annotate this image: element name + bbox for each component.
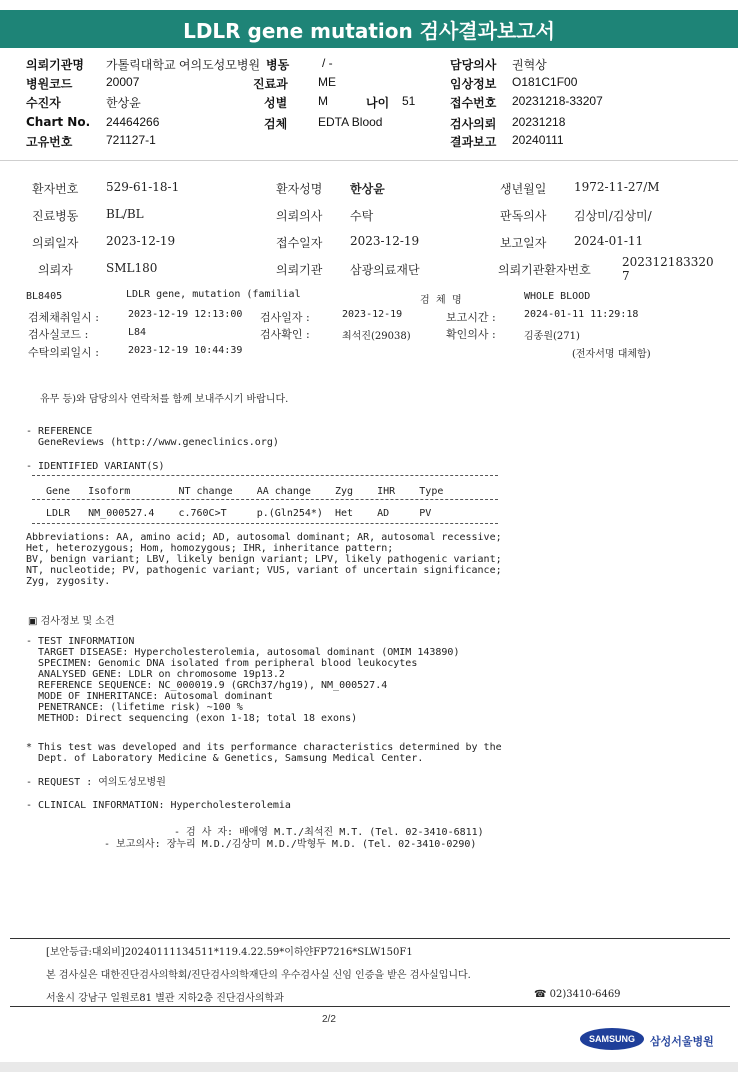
requester-label: 의뢰자	[38, 263, 73, 277]
collect-label: 검체채취일시 :	[28, 311, 99, 324]
rcv-date-label: 접수일자	[276, 236, 323, 250]
inst-pid-value-1: 202312183320	[622, 255, 714, 269]
clinical-line: - CLINICAL INFORMATION: Hypercholesterolemia	[26, 800, 291, 811]
inst-pid-value-2: 7	[622, 269, 630, 283]
patient-value: 한상윤	[106, 96, 141, 110]
test-info-line-7: PENETRANCE: (lifetime risk) ~100 %	[26, 702, 243, 713]
req-doc-label: 의뢰의사	[276, 209, 323, 223]
variant-heading: - IDENTIFIED VARIANT(S)	[26, 461, 165, 472]
req-inst-value: 삼광의료재단	[350, 263, 420, 277]
abbr-line-4: NT, nucleotide; PV, pathogenic variant; VUS, variant of uncertain significance;	[26, 565, 502, 576]
receipt-label: 접수번호	[450, 96, 497, 110]
pid-value: 529-61-18-1	[106, 180, 180, 194]
dept-value: ME	[318, 75, 336, 89]
ward-value: / -	[322, 56, 333, 70]
specimen-value: EDTA Blood	[318, 115, 383, 129]
hospital-label: 의뢰기관명	[26, 58, 84, 72]
hospital-name: 삼성서울병원	[650, 1035, 714, 1048]
e-sign-note: (전자서명 대체함)	[572, 349, 651, 360]
doctor-value: 권혁상	[512, 58, 547, 72]
notice-text: 유무 등)와 담당의사 연락처를 함께 보내주시기 바랍니다.	[40, 394, 289, 405]
pname-label: 환자성명	[276, 182, 323, 196]
address-line: 서울시 강남구 일원로81 별관 지하2층 진단검사의학과	[46, 993, 284, 1004]
dob-value: 1972-11-27/M	[574, 180, 660, 194]
abbr-line-3: BV, benign variant; LBV, likely benign variant; LPV, likely pathogenic variant;	[26, 554, 502, 565]
consign-label: 수탁의뢰일시 :	[28, 346, 99, 359]
header-divider	[0, 160, 738, 161]
variant-columns: Gene Isoform NT change AA change Zyg IHR Type	[46, 486, 444, 497]
judge-label: 판독의사	[500, 209, 547, 223]
age-value: 51	[402, 94, 416, 108]
variant-table-bottom	[32, 523, 498, 524]
requester-value: SML180	[106, 261, 158, 275]
rep-date-value: 2024-01-11	[574, 234, 644, 248]
hosp-code-value: 20007	[106, 75, 140, 89]
unique-value: 721127-1	[106, 133, 156, 147]
variant-table-top	[32, 475, 498, 476]
cert-line: 본 검사실은 대한진단검사의학회/진단검사의학재단의 우수검사실 신임 인증을 받은 검사실입니다.	[46, 970, 471, 981]
phone-line: ☎ 02)3410-6469	[534, 989, 621, 1000]
specimen-name-value: WHOLE BLOOD	[524, 291, 591, 302]
test-name: LDLR gene, mutation (familial	[126, 289, 301, 300]
bottom-band	[0, 1062, 738, 1072]
hosp-code-label: 병원코드	[26, 77, 73, 91]
test-info-line-3: SPECIMEN: Genomic DNA isolated from peripheral blood leukocytes	[26, 658, 418, 669]
specimen-label: 검체	[264, 117, 288, 131]
abbr-line-1: Abbreviations: AA, amino acid; AD, autosomal dominant; AR, autosomal recessive;	[26, 532, 502, 543]
test-info-line-8: METHOD: Direct sequencing (exon 1-18; total 18 exons)	[26, 713, 358, 724]
abbr-line-2: Het, heterozygous; Hom, homozygous; IHR, inheritance pattern;	[26, 543, 394, 554]
reporter-line: - 보고의사: 장누리 M.D./김상미 M.D./박형두 M.D. (Tel. 02-3410-0290)	[104, 839, 477, 850]
room-label: 검사실코드 :	[28, 328, 89, 341]
req-date-value: 2023-12-19	[106, 234, 176, 248]
specimen-name-label: 검 체 명	[420, 295, 462, 306]
unique-label: 고유번호	[26, 135, 73, 149]
test-info-line-1: - TEST INFORMATION	[26, 636, 135, 647]
samsung-logo: SAMSUNG	[580, 1028, 644, 1050]
req-inst-label: 의뢰기관	[276, 263, 323, 277]
confirm-doc-value: 김종원(271)	[524, 331, 580, 342]
variant-table-mid	[32, 499, 498, 500]
patient-label: 수진자	[26, 96, 61, 110]
chart-label: Chart No.	[26, 115, 91, 129]
reference-heading: - REFERENCE	[26, 426, 93, 437]
security-line: [보안등급:대외비]20240111134511*119.4.22.59*이하얀FP7216*SLW150F1	[46, 947, 413, 958]
dev-line-1: * This test was developed and its performance characteristics determined by the	[26, 742, 502, 753]
report-title: LDLR gene mutation 검사결과보고서	[0, 10, 738, 48]
reference-link: GeneReviews (http://www.geneclinics.org)	[26, 437, 279, 448]
receipt-value: 20231218-33207	[512, 94, 603, 108]
report-date-value: 20240111	[512, 133, 564, 147]
test-date-value: 2023-12-19	[342, 309, 403, 320]
judge-value: 김상미/김상미/	[574, 209, 652, 223]
rep-date-label: 보고일자	[500, 236, 547, 250]
variant-row: LDLR NM_000527.4 c.760C>T p.(Gln254*) Het AD PV	[46, 508, 432, 519]
report-date-label: 결과보고	[450, 135, 497, 149]
report-time-label: 보고시간 :	[446, 311, 496, 324]
sex-label: 성별	[264, 96, 288, 110]
confirm-label: 검사확인 :	[260, 328, 310, 341]
clinical-value: O181C1F00	[512, 75, 578, 89]
footer-divider-2	[10, 1006, 730, 1007]
rcv-date-value: 2023-12-19	[350, 234, 420, 248]
request-date-label: 검사의뢰	[450, 117, 497, 131]
clinical-label: 임상정보	[450, 77, 497, 91]
req-doc-value: 수탁	[350, 209, 374, 223]
ward-label: 병동	[266, 58, 290, 72]
dept-label: 진료과	[253, 77, 288, 91]
dev-line-2: Dept. of Laboratory Medicine & Genetics, Samsung Medical Center.	[26, 753, 424, 764]
collect-value: 2023-12-19 12:13:00	[128, 309, 243, 320]
pname-value: 한상윤	[350, 182, 385, 196]
page-number: 2/2	[322, 1014, 336, 1025]
test-code: BL8405	[26, 291, 63, 302]
doctor-label: 담당의사	[450, 58, 497, 72]
pid-label: 환자번호	[32, 182, 79, 196]
ward-label2: 진료병동	[32, 209, 79, 223]
test-info-line-4: ANALYSED GENE: LDLR on chromosome 19p13.2	[26, 669, 285, 680]
abbr-line-5: Zyg, zygosity.	[26, 576, 111, 587]
test-info-line-2: TARGET DISEASE: Hypercholesterolemia, autosomal dominant (OMIM 143890)	[26, 647, 460, 658]
confirm-doc-label: 확인의사 :	[446, 328, 496, 341]
dob-label: 생년월일	[500, 182, 547, 196]
request-line: - REQUEST : 여의도성모병원	[26, 777, 166, 788]
report-time-value: 2024-01-11 11:29:18	[524, 309, 639, 320]
request-date-value: 20231218	[512, 115, 566, 129]
hospital-value: 가톨릭대학교 여의도성모병원	[106, 58, 261, 72]
inst-pid-label: 의뢰기관환자번호	[498, 263, 591, 277]
sex-value: M	[318, 94, 328, 108]
confirm-value: 최석진(29038)	[342, 331, 411, 342]
req-date-label: 의뢰일자	[32, 236, 79, 250]
consign-value: 2023-12-19 10:44:39	[128, 345, 243, 356]
footer-divider	[10, 938, 730, 939]
ward-value2: BL/BL	[106, 207, 144, 221]
test-date-label: 검사일자 :	[260, 311, 310, 324]
age-label: 나이	[366, 96, 390, 110]
room-value: L84	[128, 327, 147, 338]
test-info-line-5: REFERENCE SEQUENCE: NC_000019.9 (GRCh37/hg19), NM_000527.4	[26, 680, 388, 691]
test-info-line-6: MODE OF INHERITANCE: Autosomal dominant	[26, 691, 273, 702]
chart-value: 24464266	[106, 115, 160, 129]
section-title: ▣ 검사정보 및 소견	[28, 616, 115, 627]
tester-line: - 검 사 자: 배애영 M.T./최석진 M.T. (Tel. 02-3410-6811)	[174, 827, 484, 838]
